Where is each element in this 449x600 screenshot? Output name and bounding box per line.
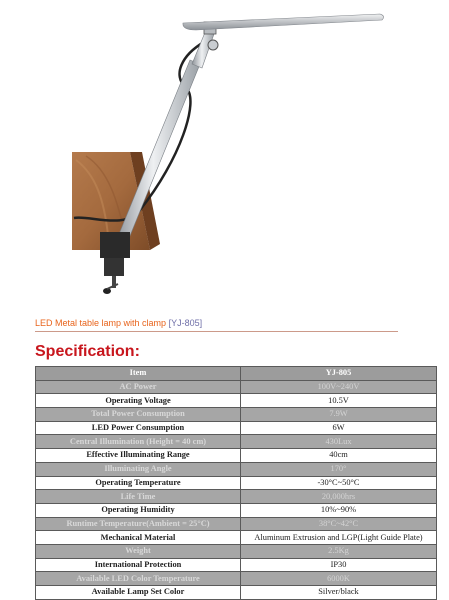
product-name: LED Metal table lamp with clamp [35,318,167,328]
spec-key: Runtime Temperature(Ambient = 25°C) [36,517,241,531]
spec-key: Operating Temperature [36,476,241,490]
spec-key: Weight [36,544,241,558]
spec-key: Operating Humidity [36,503,241,517]
spec-key: Total Power Consumption [36,408,241,422]
table-header-row [36,367,437,381]
specification-heading: Specification: [35,343,140,360]
table-row [36,586,437,600]
spec-value: Silver/black [241,586,437,600]
spec-value: 6000K [241,572,437,586]
model-number: [YJ-805] [168,318,203,328]
spec-value: Aluminum Extrusion and LGP(Light Guide Plate) [241,531,437,545]
spec-key: Effective Illuminating Range [36,449,241,463]
spec-value: 10.5V [241,394,437,408]
spec-key: Illuminating Angle [36,462,241,476]
table-row [36,476,437,490]
spec-value: 10%~90% [241,503,437,517]
spec-key: Operating Voltage [36,394,241,408]
spec-key: International Protection [36,558,241,572]
elbow-joint [208,40,218,50]
table-row [36,531,437,545]
lamp-head [183,14,384,30]
clamp [100,232,130,294]
table-row [36,544,437,558]
spec-value: 430Lux [241,435,437,449]
table-row [36,462,437,476]
product-caption [35,318,202,328]
spec-value: 6W [241,421,437,435]
spec-key: Available Lamp Set Color [36,586,241,600]
caption-divider [35,331,398,332]
table-row [36,435,437,449]
table-row [36,408,437,422]
table-row [36,503,437,517]
spec-value: 20,000hrs [241,490,437,504]
table-row [36,490,437,504]
table-row [36,394,437,408]
spec-value: 100V~240V [241,380,437,394]
table-row [36,517,437,531]
spec-value: 2.5Kg [241,544,437,558]
table-row [36,449,437,463]
header-model: YJ-805 [241,367,437,381]
spec-key: LED Power Consumption [36,421,241,435]
spec-key: Available LED Color Temperature [36,572,241,586]
table-row [36,380,437,394]
spec-value: 38°C~42°C [241,517,437,531]
table-row [36,572,437,586]
spec-value: -30°C~50°C [241,476,437,490]
table-row [36,558,437,572]
specification-table [35,366,437,600]
spec-key: Mechanical Material [36,531,241,545]
spec-value: 40cm [241,449,437,463]
spec-value: 170° [241,462,437,476]
spec-key: Life Time [36,490,241,504]
spec-key: Central Illumination (Height = 40 cm) [36,435,241,449]
table-row [36,421,437,435]
spec-key: AC Power [36,380,241,394]
header-item: Item [36,367,241,381]
spec-value: 7.9W [241,408,437,422]
spec-value: IP30 [241,558,437,572]
